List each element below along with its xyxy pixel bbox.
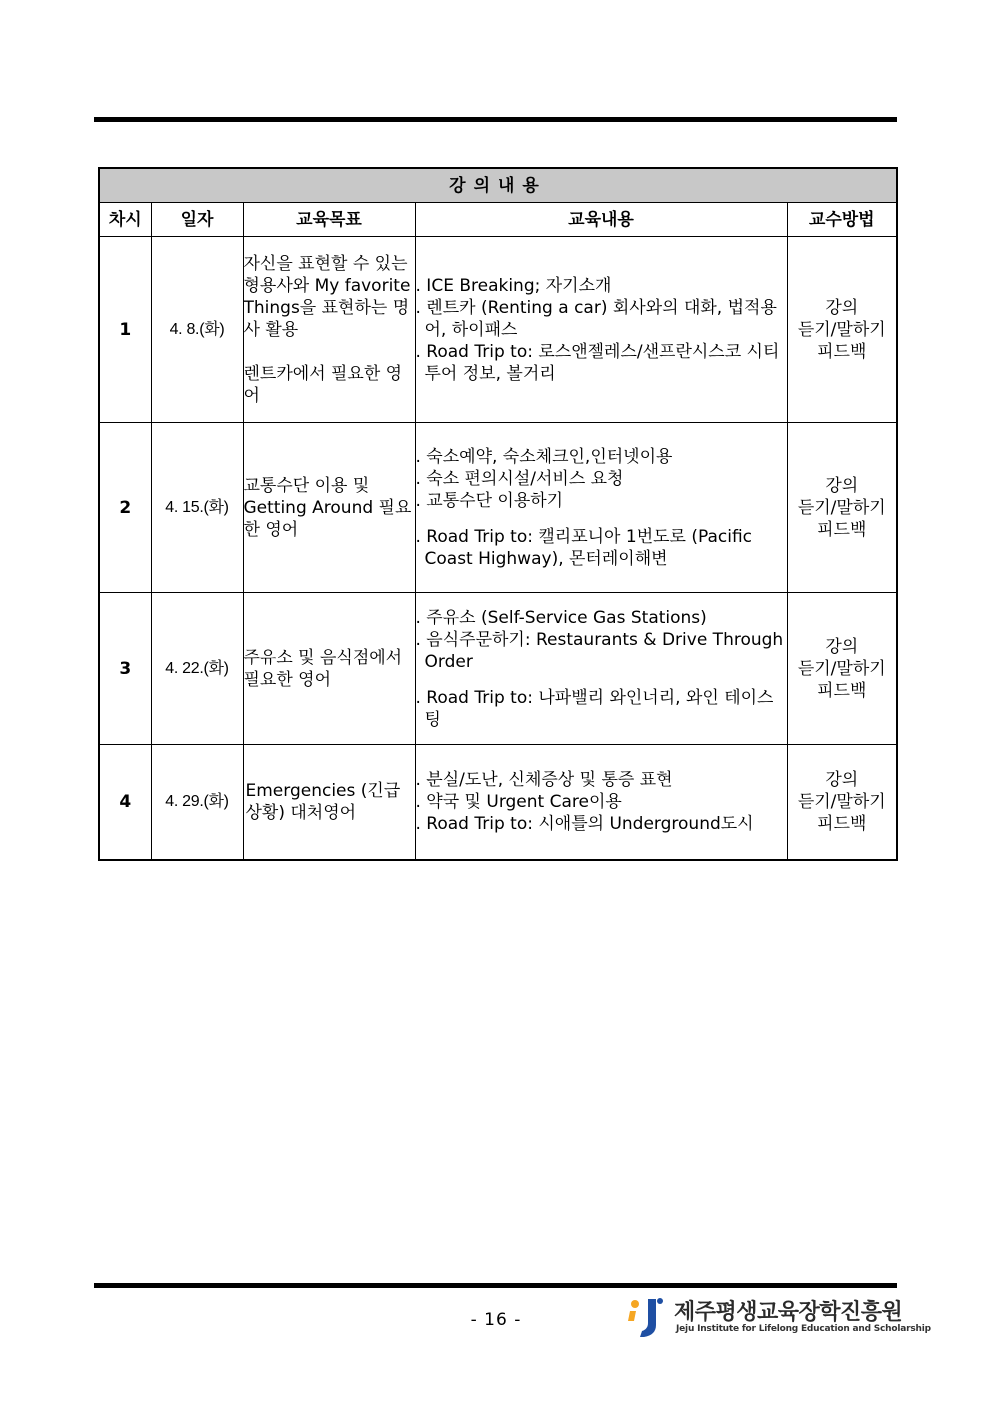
- content-item: . Road Trip to: 캘리포니아 1번도로 (Pacific Coast Highway), 몬터레이해변: [415, 526, 753, 569]
- method-line: 강의: [825, 475, 859, 496]
- session-date: 4. 8.(화): [151, 237, 243, 423]
- content-item: . 주유소 (Self-Service Gas Stations): [415, 607, 707, 628]
- method-line: 듣기/말하기: [797, 497, 886, 518]
- content-item: . Road Trip to: 로스앤젤레스/샌프란시스코 시티투어 정보, 볼거리: [415, 341, 780, 384]
- method-line: 듣기/말하기: [797, 791, 886, 812]
- table-title-row: [99, 168, 897, 203]
- session-goal: [243, 745, 415, 860]
- method-line: 듣기/말하기: [797, 319, 886, 340]
- session-method: [787, 745, 897, 860]
- footer-rule: [94, 1283, 897, 1288]
- content-item: . 약국 및 Urgent Care이용: [415, 791, 622, 812]
- session-goal: [243, 423, 415, 593]
- session-goal: [243, 593, 415, 745]
- content-item: . 교통수단 이용하기: [415, 490, 564, 511]
- lecture-schedule-table: [98, 167, 898, 861]
- organization-name-english: Jeju Institute for Lifelong Education and Scholarship: [676, 1324, 931, 1334]
- table-title: 강의내용: [99, 168, 897, 203]
- method-line: 강의: [825, 636, 859, 657]
- method-line: 피드백: [817, 813, 867, 834]
- header-date: 일자: [151, 203, 243, 237]
- session-content: [415, 237, 787, 423]
- goal-text: 교통수단 이용 및 Getting Around 필요한 영어: [243, 475, 412, 540]
- method-line: 피드백: [817, 341, 867, 362]
- goal-text: 렌트카에서 필요한 영어: [243, 363, 403, 406]
- header-session: 차시: [99, 203, 151, 237]
- session-number: 3: [99, 593, 151, 745]
- table-row: [99, 237, 897, 423]
- table-header-row: [99, 203, 897, 237]
- table-row: [99, 423, 897, 593]
- session-method: [787, 237, 897, 423]
- method-line: 강의: [825, 297, 859, 318]
- content-item: . 분실/도난, 신체증상 및 통증 표현: [415, 769, 673, 790]
- content-item: . 렌트카 (Renting a car) 회사와의 대화, 법적용어, 하이패스: [415, 297, 777, 340]
- table-row: [99, 745, 897, 860]
- goal-text: 주유소 및 음식점에서 필요한 영어: [243, 647, 403, 690]
- session-goal: [243, 237, 415, 423]
- session-date: 4. 22.(화): [151, 593, 243, 745]
- content-item: . 숙소 편의시설/서비스 요청: [415, 468, 624, 489]
- session-content: [415, 745, 787, 860]
- session-date: 4. 29.(화): [151, 745, 243, 860]
- session-content: [415, 423, 787, 593]
- header-goal: 교육목표: [243, 203, 415, 237]
- session-content: [415, 593, 787, 745]
- method-line: 피드백: [817, 519, 867, 540]
- header-rule: [94, 117, 897, 122]
- session-date: 4. 15.(화): [151, 423, 243, 593]
- session-method: [787, 423, 897, 593]
- header-method: 교수방법: [787, 203, 897, 237]
- session-method: [787, 593, 897, 745]
- organization-name: 제주평생교육장학진흥원: [674, 1300, 903, 1325]
- method-line: 피드백: [817, 680, 867, 701]
- content-item: . Road Trip to: 나파밸리 와인너리, 와인 테이스팅: [415, 687, 774, 730]
- goal-text: 자신을 표현할 수 있는 형용사와 My favorite Things을 표현하는 명사 활용: [243, 253, 411, 340]
- header-content: 교육내용: [415, 203, 787, 237]
- organization-logo: [626, 1295, 931, 1339]
- jeju-logo-icon: [626, 1295, 666, 1339]
- goal-text: Emergencies (긴급상황) 대처영어: [245, 780, 401, 823]
- method-line: 강의: [825, 769, 859, 790]
- session-number: 2: [99, 423, 151, 593]
- content-item: . 음식주문하기: Restaurants & Drive Through Order: [415, 629, 784, 672]
- content-item: . ICE Breaking; 자기소개: [415, 275, 612, 296]
- content-item: . 숙소예약, 숙소체크인,인터넷이용: [415, 446, 673, 467]
- content-item: . Road Trip to: 시애틀의 Underground도시: [415, 813, 754, 834]
- page-number: - 16 -: [470, 1310, 522, 1330]
- session-number: 1: [99, 237, 151, 423]
- table-row: [99, 593, 897, 745]
- method-line: 듣기/말하기: [797, 658, 886, 679]
- session-number: 4: [99, 745, 151, 860]
